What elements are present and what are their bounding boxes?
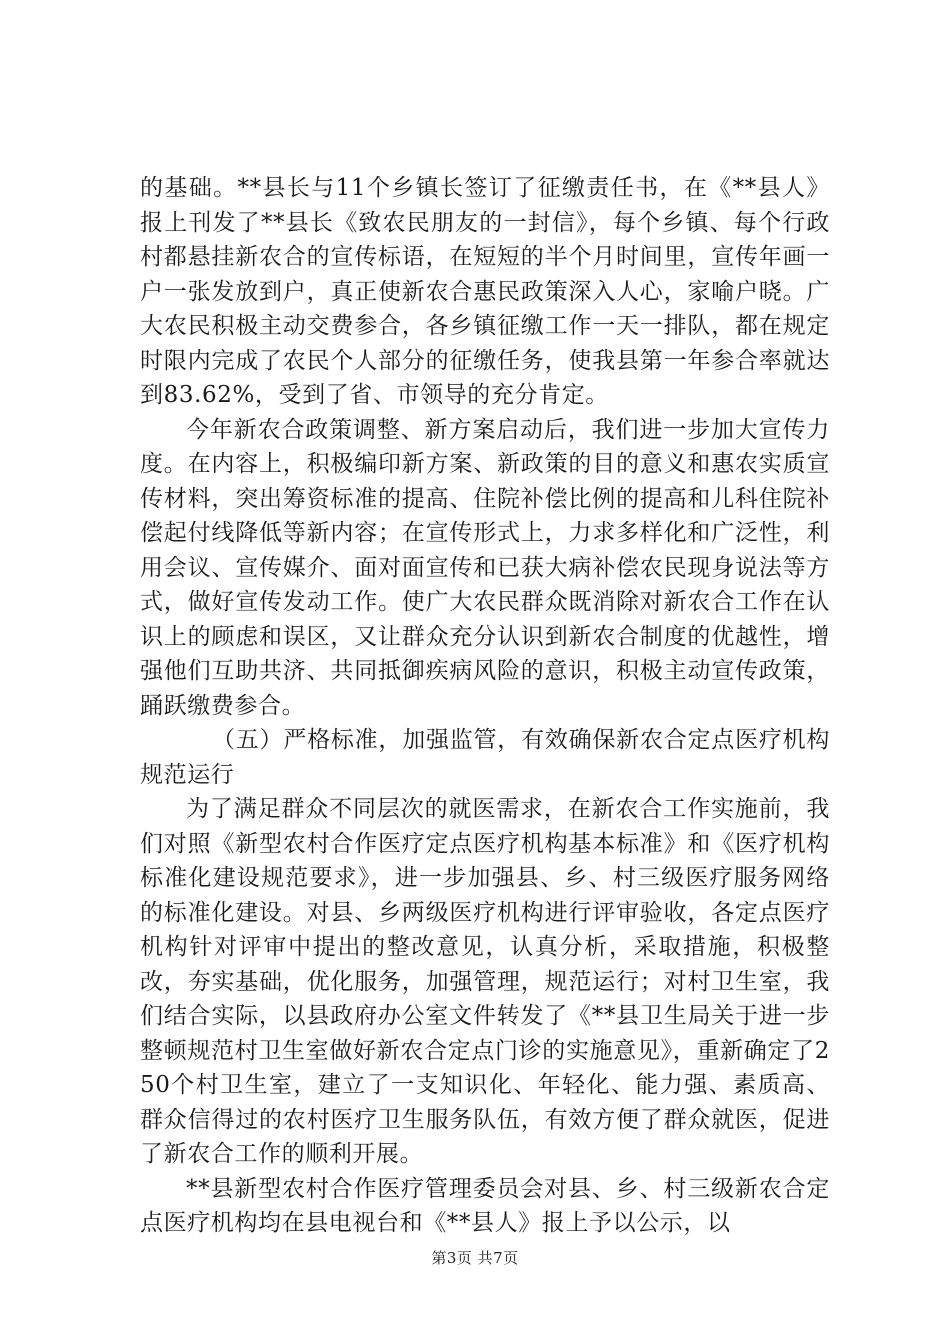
paragraph-committee: **县新型农村合作医疗管理委员会对县、乡、村三级新农合定点医疗机构均在县电视台和《**县人》报上予以公示，以 <box>140 1175 830 1236</box>
section-heading: （五）严格标准，加强监管，有效确保新农合定点医疗机构规范运行 <box>140 727 830 788</box>
paragraph-publicity: 今年新农合政策调整、新方案启动后，我们进一步加大宣传力度。在内容上，积极编印新方案、新政策的目的意义和惠农实质宣传材料，突出筹资标准的提高、住院补偿比例的提高和儿科住院补偿起付线降低等新内容；在宣传形式上，力求多样化和广泛性，利用会议、宣传媒介、面对面宣传和已获大病补偿农民现身说法等方式，做好宣传发动工作。使广大农民群众既消除对新农合工作在认识上的顾虑和误区，又让群众充分认识到新农合制度的优越性，增强他们互助共济、共同抵御疾病风险的意识，积极主动宣传政策，踊跃缴费参合。 <box>140 416 830 719</box>
page-footer: 第3页 共7页 <box>431 1249 519 1267</box>
paragraph-continuation: 的基础。**县长与11个乡镇长签订了征缴责任书，在《**县人》报上刊发了**县长《致农民朋友的一封信》，每个乡镇、每个行政村都悬挂新农合的宣传标语，在短短的半个月时间里，宣传年画一户一张发放到户，真正使新农合惠民政策深入人心，家喻户晓。广大农民积极主动交费参合，各乡镇征缴工作一天一排队，都在规定时限内完成了农民个人部分的征缴任务，使我县第一年参合率就达到83.62%，受到了省、市领导的充分肯定。 <box>140 175 830 408</box>
paragraph-standards: 为了满足群众不同层次的就医需求，在新农合工作实施前，我们对照《新型农村合作医疗定点医疗机构基本标准》和《医疗机构标准化建设规范要求》，进一步加强县、乡、村三级医疗服务网络的标准化建设。对县、乡两级医疗机构进行评审验收，各定点医疗机构针对评审中提出的整改意见，认真分析，采取措施，积极整改，夯实基础，优化服务，加强管理，规范运行；对村卫生室，我们结合实际，以县政府办公室文件转发了《**县卫生局关于进一步整顿规范村卫生室做好新农合定点门诊的实施意见》，重新确定了250个村卫生室，建立了一支知识化、年轻化、能力强、素质高、群众信得过的农村医疗卫生服务队伍，有效方便了群众就医，促进了新农合工作的顺利开展。 <box>140 796 830 1167</box>
document-body <box>140 171 830 1241</box>
